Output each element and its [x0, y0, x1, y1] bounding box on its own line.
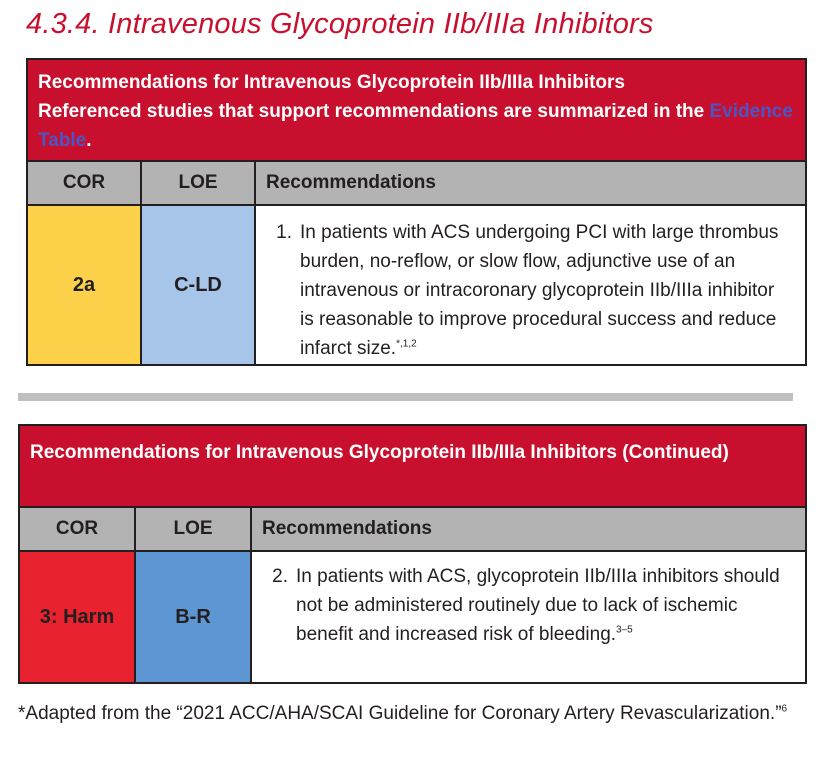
column-recommendations: Recommendations [266, 172, 436, 193]
table-header: Recommendations for Intravenous Glycoprotein IIb/IIIa Inhibitors (Continued) [20, 426, 805, 506]
column-headers [28, 160, 805, 204]
recommendation-number: 2. [272, 566, 288, 587]
recommendation-cell [256, 206, 805, 364]
loe-cell: B-R [136, 552, 252, 682]
evidence-table-link[interactable]: Evidence Table [38, 101, 793, 151]
recommendation-table [26, 58, 807, 366]
column-cor: COR [28, 162, 142, 204]
reference-superscript: 3–5 [616, 624, 633, 636]
table-row [20, 550, 805, 682]
recommendation-number: 1. [276, 222, 292, 243]
column-loe: LOE [136, 508, 252, 550]
footnote-text: *Adapted from the “2021 ACC/AHA/SCAI Guideline for Coronary Artery Revascularization.” [18, 703, 782, 724]
column-loe: LOE [142, 162, 256, 204]
cor-cell: 2a [28, 206, 142, 364]
column-recommendations: Recommendations [262, 518, 432, 539]
recommendation-cell [252, 552, 805, 682]
footnote-reference: 6 [781, 703, 788, 715]
table-header-note: Referenced studies that support recommendations are summarized in the [38, 101, 710, 122]
column-headers [20, 506, 805, 550]
section-divider [18, 393, 793, 401]
recommendation-text: In patients with ACS, glycoprotein IIb/IIIa inhibitors should not be administered routinely due to lack of ischemic benefit and increased risk of bleeding.$^{3-5}$ [296, 566, 780, 645]
table-row [28, 204, 805, 364]
table-header [28, 60, 805, 160]
table-header-title: Recommendations for Intravenous Glycoprotein IIb/IIIa Inhibitors [38, 72, 625, 93]
loe-cell: C-LD [142, 206, 256, 364]
recommendation-table-continued [18, 424, 807, 684]
header-period: . [86, 130, 92, 151]
footnote [18, 698, 793, 730]
cor-cell: 3: Harm [20, 552, 136, 682]
section-title: 4.3.4. Intravenous Glycoprotein IIb/IIIa Inhibitors [26, 8, 654, 40]
column-cor: COR [20, 508, 136, 550]
reference-superscript: *,1,2 [396, 338, 417, 350]
recommendation-text: In patients with ACS undergoing PCI with large thrombus burden, no-reflow, or slow flow, adjunctive use of an intravenous or intracoronary glycoprotein IIb/IIIa inhibitor is reasonable to improve procedural success and reduce infarct size.$^{*,1,2}$ [300, 222, 779, 359]
